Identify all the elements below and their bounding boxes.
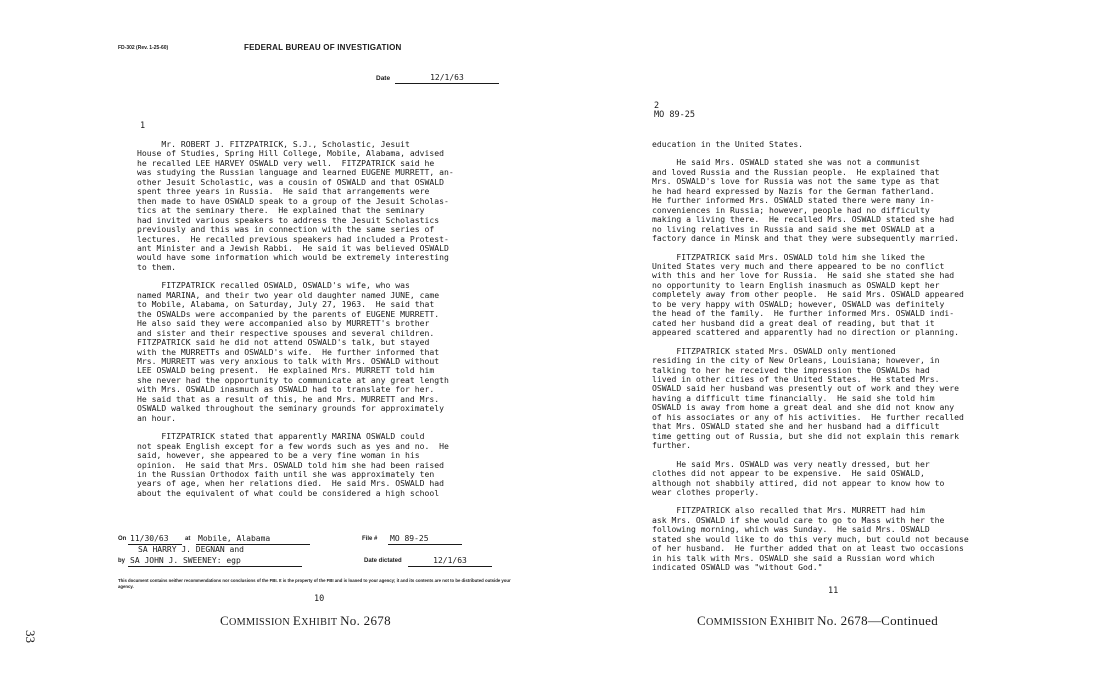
by-label: by: [118, 558, 126, 564]
page-marker: 1: [140, 121, 146, 131]
caption-word: XHIBIT: [301, 617, 341, 628]
agency-header: FEDERAL BUREAU OF INVESTIGATION: [244, 43, 402, 52]
paragraph: education in the United States.: [652, 139, 804, 149]
right-body: [652, 140, 969, 582]
file-number: MO 89-25: [388, 534, 462, 545]
report-footer: [118, 534, 518, 567]
paragraph: FITZPATRICK stated that apparently MARINA OSWALD could not speak English except for a few words such as yes and no. He said, however, she appeared to be a very fine woman in his opinion. He said that Mrs. OSWALD told him she had been raised in the Russian Orthodox faith until she was approximately ten years of age, when her relations died. He said Mrs. OSWALD had about the equivalent of what could be considered a high school: [137, 431, 449, 498]
date-value: 12/1/63: [395, 73, 499, 84]
left-page: [0, 0, 540, 691]
exhibit-number: No. 2678: [340, 613, 391, 628]
exhibit-caption: [697, 613, 938, 629]
interview-date: 11/30/63: [128, 534, 182, 545]
paragraph: He said Mrs. OSWALD stated she was not a communist and loved Russia and the Russian people. He explained that Mrs. OSWALD's love for Russia was not the same type as that he had heard expressed by Nazis for the German fatherland. He further informed Mrs. OSWALD stated there were many in- conveniences in Russia; however, people had no difficulty making a living there. He recalled Mrs. OSWALD stated she had no living relatives in Russia and said she met OSWALD at a factory dance in Minsk and that they were subsequently married.: [652, 157, 959, 244]
paragraph: Mr. ROBERT J. FITZPATRICK, S.J., Scholastic, Jesuit House of Studies, Spring Hill College, Mobile, Alabama, advised he recalled LEE HARVEY OSWALD very well. FITZPATRICK said he was studying the Russian language and learned EUGENE MURRETT, an- other Jesuit Scholastic, was a cousin of OSWALD and that OSWALD spent three years in Russia. He said that arrangements were then made to have OSWALD speak to a group of the Jesuit Scholas- tics at the seminary there. He explained that the seminary had invited various speakers to address the Jesuit Scholastics previously and this was in connection with the same series of lectures. He recalled previous speakers had included a Protest- ant Minister and a Jewish Rabbi. He said it was believed OSWALD would have some information which would be extremely interesting to them.: [137, 139, 454, 272]
dictated-label: Date dictated: [364, 558, 402, 564]
paragraph: FITZPATRICK said Mrs. OSWALD told him she liked the United States very much and there appeared to be no conflict with this and her love for Russia. He said she stated she had no opportunity to learn English inasmuch as OSWALD kept her completely away from other people. He said Mrs. OSWALD appeared to be very happy with OSWALD; however, OSWALD was definitely the head of the family. He further informed Mrs. OSWALD indi- cated her husband did a great deal of reading, but that it appeared scattered and apparently had no direction or planning.: [652, 251, 964, 338]
report-date: [376, 73, 499, 84]
caption-initial: C: [697, 613, 706, 628]
exhibit-caption: [220, 613, 391, 629]
paragraph: He said Mrs. OSWALD was very neatly dressed, but her clothes did not appear to be expensive. He said OSWALD, although not shabbily attired, did not appear to know how to wear clothes properly.: [652, 458, 945, 497]
left-body: [137, 140, 454, 507]
at-label: at: [185, 536, 191, 542]
form-code: FD-302 (Rev. 1-25-60): [118, 45, 169, 51]
on-label: On: [118, 536, 127, 542]
paragraph: FITZPATRICK stated Mrs. OSWALD only mentioned residing in the city of New Orleans, Louisiana; however, in talking to her he received the impression the OSWALDs had lived in other cities of the United States. He stated Mrs. OSWALD said her husband was presently out of work and they were having a difficult time financially. He said she told him OSWALD is away from home a great deal and she did not know any of his associates or any of his activities. He further recalled that Mrs. OSWALD stated she and her husband had a difficult time getting out of Russia, but she did not explain this remark further.: [652, 345, 964, 451]
paragraph: FITZPATRICK also recalled that Mrs. MURRETT had him ask Mrs. OSWALD if she would care to go to Mass with her the following morning, which was Sunday. He said Mrs. OSWALD stated she would like to do this very much, but could not because of her husband. He further added that on at least two occasions in his talk with Mrs. OSWALD she said a Russian word which indicated OSWALD was "without God.": [652, 505, 969, 573]
volume-page-number: 33: [23, 630, 38, 643]
caption-word: XHIBIT: [778, 617, 818, 628]
file-reference: MO 89-25: [654, 110, 695, 120]
caption-word: OMMISSION: [705, 617, 770, 628]
caption-initial: E: [769, 613, 779, 628]
caption-initial: C: [220, 613, 229, 628]
paragraph: FITZPATRICK recalled OSWALD, OSWALD's wife, who was named MARINA, and their two year old daughter named JUNE, came to Mobile, Alabama, on Saturday, July 27, 1963. He said that the OSWALDs were accompanied by the parents of EUGENE MURRETT. He also said they were accompanied also by MURRETT's brother and sister and their respective spouses and several children. FITZPATRICK said he did not attend OSWALD's talk, but stayed with the MURRETTs and OSWALD's wife. He further informed that Mrs. MURRETT was very anxious to talk with Mrs. OSWALD without LEE OSWALD being present. He explained Mrs. MURRETT told him she never had the opportunity to communicate at any great length with Mrs. OSWALD inasmuch as OSWALD had to translate for her. He said that as a result of this, he and Mrs. MURRETT and Mrs. OSWALD walked throughout the seminary grounds for approximately an hour.: [137, 280, 449, 423]
page-marker: [654, 102, 695, 120]
agent-one: SA HARRY J. DEGNAN and: [138, 545, 244, 554]
page-marker-number: 2: [654, 101, 660, 111]
file-label: File #: [362, 536, 378, 542]
date-label: Date: [376, 75, 391, 82]
dictated-date: 12/1/63: [408, 556, 492, 567]
caption-initial: E: [292, 613, 302, 628]
right-page: [548, 0, 1094, 691]
agent-two: SA JOHN J. SWEENEY: egp: [128, 556, 302, 567]
interview-location: Mobile, Alabama: [196, 534, 310, 545]
caption-word: OMMISSION: [228, 617, 293, 628]
fine-print: This document contains neither recommendations nor conclusions of the FBI. It is the property of the FBI and is loaned to your agency; it and its contents are not to be distributed outside your agency.: [118, 578, 511, 589]
exhibit-number: No. 2678—Continued: [817, 613, 939, 628]
page-number: 11: [828, 586, 839, 596]
page-number: 10: [314, 594, 325, 604]
